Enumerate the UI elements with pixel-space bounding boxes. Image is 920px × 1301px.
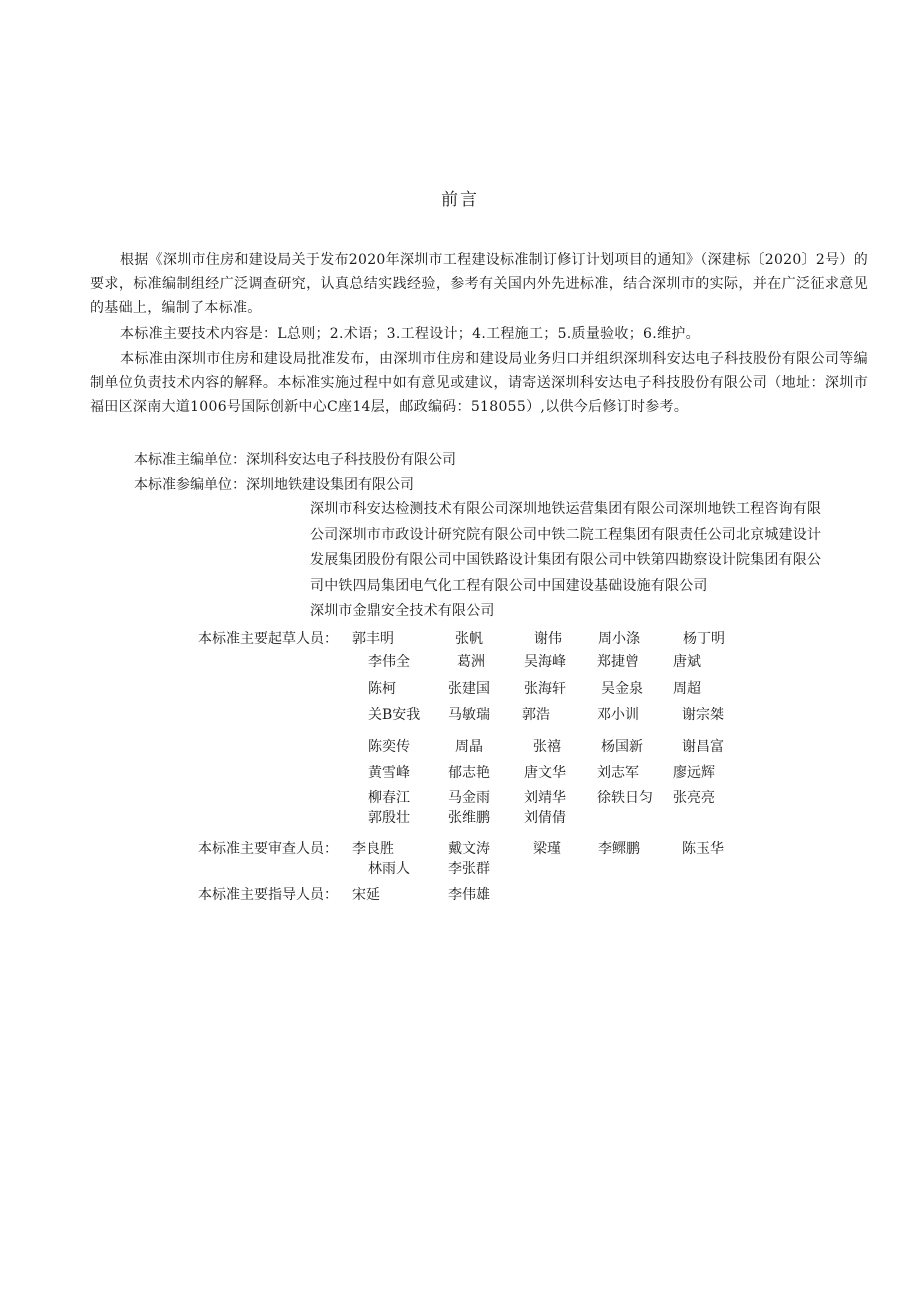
drafter-name: 马金雨: [448, 790, 490, 806]
drafter-name: 徐轶日匀: [597, 790, 653, 806]
paragraph-interpretation: [90, 347, 868, 419]
drafter-name: 吴金泉: [601, 681, 643, 697]
drafter-name: 陈柯: [368, 681, 396, 697]
chief-unit-label: 本标准主编单位：: [134, 452, 246, 468]
drafter-name: 周小涤: [598, 631, 640, 647]
org-line: 深圳市金鼎安全技术有限公司: [310, 603, 495, 619]
drafter-name: 马敏瑞: [448, 707, 490, 723]
drafters-label: 本标准主要起草人员：: [198, 631, 338, 647]
drafter-name: 柳春江: [368, 790, 410, 806]
reviewer-name: 陈玉华: [682, 841, 724, 857]
org-line: 公司深圳市市政设计研究院有限公司中铁二院工程集团有限责任公司北京城建设计: [310, 526, 822, 543]
paragraph-text: 根据《深圳市住房和建设局关于发布2020年深圳市工程建设标准制订修订计划项目的通知》（深建标〔2020〕2号）的要求，标准编制组经广泛调查研究，认真总结实践经验，参考有关国内外先进标准，结合深圳市的实际，并在广泛征求意见的基础上，编制了本标准。: [90, 252, 868, 316]
drafter-name: 吴海峰: [524, 654, 566, 670]
org-line: 深圳市科安达检测技术有限公司深圳地铁运营集团有限公司深圳地铁工程咨询有限: [310, 501, 822, 517]
drafter-name: 周超: [673, 681, 701, 697]
drafter-name: 郭丰明: [352, 631, 394, 647]
drafter-name: 廖远辉: [673, 765, 715, 781]
drafter-name: 关B安我: [368, 707, 421, 723]
drafter-name: 张建国: [448, 681, 490, 697]
drafter-name: 张亮亮: [673, 790, 715, 806]
paragraph-text: 本标准由深圳市住房和建设局批准发布，由深圳市住房和建设局业务归口并组织深圳科安达电子科技股份有限公司等编制单位负责技术内容的解释。本标准实施过程中如有意见或建议，请寄送深圳科安达电子科技股份有限公司（地址：深圳市福田区深南大道1006号国际创新中心C座14层，邮政编码：518055）,以供今后修订时参考。: [90, 351, 868, 415]
drafter-name: 张维鹏: [448, 810, 490, 826]
drafter-name: 杨丁明: [683, 631, 725, 647]
drafter-name: 葛洲: [457, 654, 485, 670]
reviewer-name: 戴文涛: [448, 841, 490, 857]
drafter-name: 周晶: [455, 739, 483, 755]
paragraph-text: 本标准主要技术内容是：L总则；2.术语；3.工程设计；4.工程施工；5.质量验收；6.维护。: [120, 326, 700, 342]
participating-units-list: [310, 497, 868, 625]
drafter-name: 张海轩: [524, 681, 566, 697]
drafter-name: 郁志艳: [448, 765, 490, 781]
drafter-name: 陈奕传: [368, 739, 410, 755]
drafter-name: 谢宗桀: [682, 707, 724, 723]
drafter-name: 郑捷曾: [597, 654, 639, 670]
drafter-name: 唐斌: [673, 654, 701, 670]
participating-unit-first: 深圳地铁建设集团有限公司: [246, 477, 414, 493]
drafter-name: 邓小训: [597, 707, 639, 723]
drafter-name: 张禧: [533, 739, 561, 755]
drafter-name: 张帆: [455, 631, 483, 647]
drafter-name: 刘志军: [597, 765, 639, 781]
org-line: 发展集团股份有限公司中国铁路设计集团有限公司中铁第四勘察设计院集团有限公: [310, 552, 822, 568]
reviewer-name: 李良胜: [352, 841, 394, 857]
guidance-name: 李伟雄: [448, 887, 490, 903]
page-title: 前言: [441, 190, 479, 210]
drafter-name: 杨国新: [601, 739, 643, 755]
drafter-name: 李伟全: [368, 654, 410, 670]
guidance-name: 宋延: [352, 887, 380, 903]
chief-unit-value: 深圳科安达电子科技股份有限公司: [246, 452, 456, 468]
reviewer-name: 梁瑾: [533, 841, 561, 857]
org-line: 司中铁四局集团电气化工程有限公司中国建设基础设施有限公司: [310, 577, 708, 594]
drafter-name: 谢伟: [534, 631, 562, 647]
reviewer-name: 李张群: [448, 861, 490, 877]
drafter-name: 郭浩: [522, 707, 550, 723]
drafter-name: 唐文华: [524, 765, 566, 781]
paragraph-contents: [90, 322, 868, 346]
guidance-label: 本标准主要指导人员：: [198, 887, 338, 903]
reviewer-name: 李鳏鹏: [598, 841, 640, 857]
reviewer-name: 林雨人: [368, 861, 410, 877]
drafter-name: 郭殷壮: [368, 810, 410, 826]
drafter-name: 刘倩倩: [524, 810, 566, 826]
reviewers-label: 本标准主要审查人员：: [198, 841, 338, 857]
drafter-name: 谢昌富: [682, 739, 724, 755]
participating-unit-label: 本标准参编单位：: [134, 477, 246, 493]
drafter-name: 黄雪峰: [368, 765, 410, 781]
participating-unit-line: [134, 474, 414, 496]
drafter-name: 刘靖华: [524, 790, 566, 806]
chief-unit-line: [134, 449, 456, 471]
paragraph-background: [90, 248, 868, 320]
